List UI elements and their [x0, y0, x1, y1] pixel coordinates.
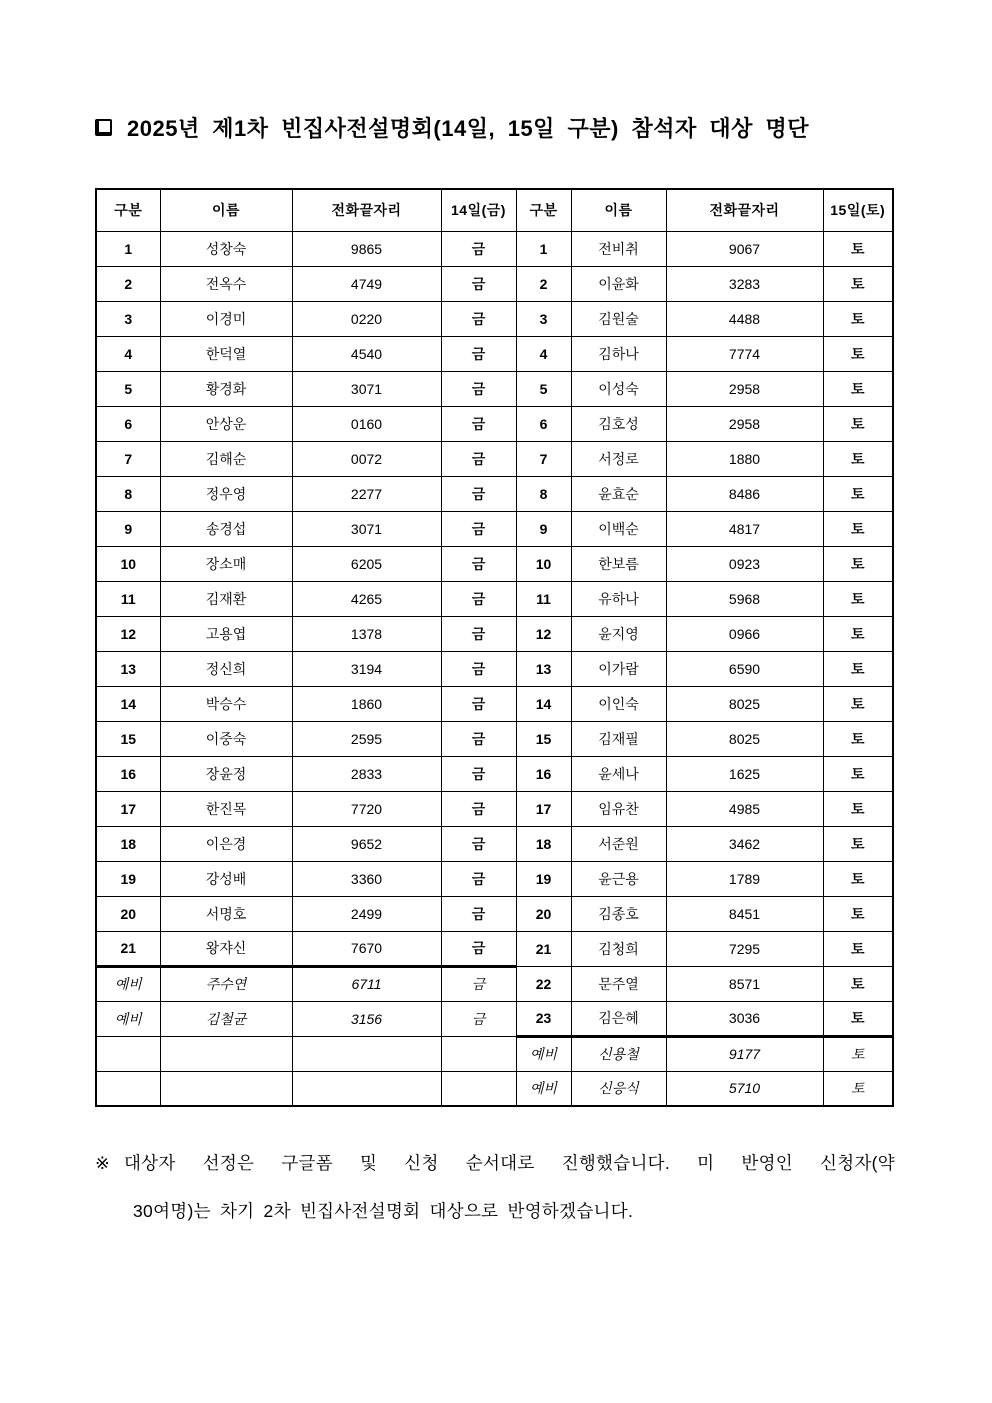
cell-no-right: 예비: [516, 1036, 571, 1071]
cell-day-left: 금: [441, 826, 516, 861]
cell-name-left: [160, 1071, 292, 1106]
cell-no-right: 예비: [516, 1071, 571, 1106]
footnote-line-1: [95, 1139, 895, 1187]
cell-phone-right: 1880: [666, 441, 823, 476]
cell-day-right: 토: [823, 896, 893, 931]
cell-no-right: 15: [516, 721, 571, 756]
cell-name-right: 서정로: [571, 441, 666, 476]
cell-name-left: 고용엽: [160, 616, 292, 651]
cell-phone-right: 0966: [666, 616, 823, 651]
cell-phone-left: 0220: [292, 301, 441, 336]
header-cell-name-right: 이름: [571, 189, 666, 231]
table-row: [96, 1036, 893, 1071]
footnote-line-2: 30여명)는 차기 2차 빈집사전설명회 대상으로 반영하겠습니다.: [133, 1201, 634, 1221]
cell-day-left: 금: [441, 966, 516, 1001]
cell-no-left: 5: [96, 371, 160, 406]
table-row: [96, 791, 893, 826]
cell-no-right: 18: [516, 826, 571, 861]
cell-name-right: 서준원: [571, 826, 666, 861]
cell-day-right: 토: [823, 406, 893, 441]
cell-name-right: 이성숙: [571, 371, 666, 406]
cell-name-right: 유하나: [571, 581, 666, 616]
cell-phone-right: 8025: [666, 686, 823, 721]
cell-phone-right: 1789: [666, 861, 823, 896]
cell-name-right: 전비취: [571, 231, 666, 266]
cell-no-right: 23: [516, 1001, 571, 1036]
cell-day-left: 금: [441, 231, 516, 266]
cell-phone-left: 3360: [292, 861, 441, 896]
table-row: [96, 581, 893, 616]
cell-day-left: 금: [441, 721, 516, 756]
cell-name-left: 전옥수: [160, 266, 292, 301]
cell-phone-left: 3071: [292, 511, 441, 546]
cell-name-left: 강성배: [160, 861, 292, 896]
cell-phone-left: 2499: [292, 896, 441, 931]
cell-no-left: 예비: [96, 966, 160, 1001]
cell-day-right: 토: [823, 826, 893, 861]
header-cell-no-right: 구분: [516, 189, 571, 231]
cell-no-right: 22: [516, 966, 571, 1001]
cell-phone-left: 2277: [292, 476, 441, 511]
cell-name-left: 장소매: [160, 546, 292, 581]
cell-phone-left: 0160: [292, 406, 441, 441]
cell-phone-right: 8571: [666, 966, 823, 1001]
cell-name-left: 이경미: [160, 301, 292, 336]
cell-phone-right: 3462: [666, 826, 823, 861]
cell-name-left: 이은경: [160, 826, 292, 861]
cell-day-left: 금: [441, 651, 516, 686]
cell-phone-right: 6590: [666, 651, 823, 686]
table-row: [96, 301, 893, 336]
table-row: [96, 336, 893, 371]
cell-day-left: 금: [441, 476, 516, 511]
cell-no-left: 14: [96, 686, 160, 721]
cell-name-right: 김하나: [571, 336, 666, 371]
cell-no-right: 6: [516, 406, 571, 441]
cell-no-right: 20: [516, 896, 571, 931]
cell-name-left: 성창숙: [160, 231, 292, 266]
attendee-table-body: [96, 231, 893, 1106]
cell-no-right: 5: [516, 371, 571, 406]
cell-phone-left: 4749: [292, 266, 441, 301]
cell-name-left: 박승수: [160, 686, 292, 721]
cell-phone-left: [292, 1036, 441, 1071]
cell-day-left: 금: [441, 546, 516, 581]
cell-phone-left: 0072: [292, 441, 441, 476]
reference-mark-icon: ※: [95, 1153, 110, 1173]
cell-phone-left: [292, 1071, 441, 1106]
cell-no-left: 1: [96, 231, 160, 266]
cell-name-left: 김재환: [160, 581, 292, 616]
cell-no-right: 19: [516, 861, 571, 896]
cell-phone-right: 5710: [666, 1071, 823, 1106]
cell-day-left: [441, 1036, 516, 1071]
table-row: [96, 511, 893, 546]
cell-day-left: 금: [441, 791, 516, 826]
cell-name-left: 송경섭: [160, 511, 292, 546]
cell-name-right: 윤세나: [571, 756, 666, 791]
cell-day-left: 금: [441, 581, 516, 616]
cell-phone-left: 1860: [292, 686, 441, 721]
cell-name-right: 임유찬: [571, 791, 666, 826]
table-row: [96, 896, 893, 931]
cell-phone-right: 4985: [666, 791, 823, 826]
cell-day-right: 토: [823, 581, 893, 616]
cell-no-right: 10: [516, 546, 571, 581]
square-bullet-icon: [95, 119, 112, 136]
cell-phone-left: 3194: [292, 651, 441, 686]
cell-phone-right: 5968: [666, 581, 823, 616]
cell-day-right: 토: [823, 1036, 893, 1071]
cell-phone-right: 3283: [666, 266, 823, 301]
cell-day-right: 토: [823, 616, 893, 651]
cell-name-right: 신응식: [571, 1071, 666, 1106]
cell-name-right: 김재필: [571, 721, 666, 756]
cell-phone-left: 3156: [292, 1001, 441, 1036]
cell-name-left: 왕쟈신: [160, 931, 292, 966]
cell-no-left: 12: [96, 616, 160, 651]
cell-no-right: 17: [516, 791, 571, 826]
cell-name-left: 김해순: [160, 441, 292, 476]
cell-phone-right: 8451: [666, 896, 823, 931]
cell-no-right: 13: [516, 651, 571, 686]
cell-no-left: 6: [96, 406, 160, 441]
cell-phone-left: 6711: [292, 966, 441, 1001]
cell-name-right: 신용철: [571, 1036, 666, 1071]
cell-name-right: 이백순: [571, 511, 666, 546]
cell-phone-right: 8025: [666, 721, 823, 756]
cell-phone-left: 4540: [292, 336, 441, 371]
cell-day-right: 토: [823, 651, 893, 686]
cell-no-left: 10: [96, 546, 160, 581]
cell-name-right: 김원술: [571, 301, 666, 336]
cell-no-right: 2: [516, 266, 571, 301]
footnote: [95, 1139, 895, 1235]
cell-name-right: 한보름: [571, 546, 666, 581]
cell-phone-left: 7720: [292, 791, 441, 826]
cell-day-right: 토: [823, 266, 893, 301]
cell-day-left: 금: [441, 511, 516, 546]
cell-no-left: 16: [96, 756, 160, 791]
cell-no-right: 3: [516, 301, 571, 336]
cell-name-right: 이가람: [571, 651, 666, 686]
attendee-table: [95, 188, 894, 1107]
cell-name-left: 김철균: [160, 1001, 292, 1036]
cell-name-right: 윤효순: [571, 476, 666, 511]
header-cell-phone-left: 전화끝자리: [292, 189, 441, 231]
cell-name-left: 장윤정: [160, 756, 292, 791]
table-row: [96, 441, 893, 476]
cell-name-left: 한진목: [160, 791, 292, 826]
cell-phone-left: 3071: [292, 371, 441, 406]
cell-phone-left: 2595: [292, 721, 441, 756]
cell-no-left: 2: [96, 266, 160, 301]
cell-phone-right: 9177: [666, 1036, 823, 1071]
cell-name-right: 윤지영: [571, 616, 666, 651]
cell-no-right: 12: [516, 616, 571, 651]
cell-no-left: 4: [96, 336, 160, 371]
cell-day-right: 토: [823, 721, 893, 756]
cell-name-right: 문주열: [571, 966, 666, 1001]
cell-phone-right: 1625: [666, 756, 823, 791]
table-row: [96, 406, 893, 441]
cell-no-left: 3: [96, 301, 160, 336]
cell-no-left: 19: [96, 861, 160, 896]
header-cell-day-friday: 14일(금): [441, 189, 516, 231]
cell-name-left: [160, 1036, 292, 1071]
cell-name-right: 이윤화: [571, 266, 666, 301]
table-row: [96, 686, 893, 721]
cell-no-left: 8: [96, 476, 160, 511]
table-row: [96, 721, 893, 756]
cell-no-left: 9: [96, 511, 160, 546]
cell-name-right: 이인숙: [571, 686, 666, 721]
cell-name-right: 김청희: [571, 931, 666, 966]
cell-day-right: 토: [823, 336, 893, 371]
cell-day-right: 토: [823, 861, 893, 896]
cell-day-left: 금: [441, 756, 516, 791]
cell-day-left: 금: [441, 616, 516, 651]
cell-no-right: 11: [516, 581, 571, 616]
cell-day-left: 금: [441, 931, 516, 966]
cell-day-left: 금: [441, 266, 516, 301]
header-cell-day-saturday: 15일(토): [823, 189, 893, 231]
table-row: [96, 931, 893, 966]
cell-name-left: 주수연: [160, 966, 292, 1001]
cell-no-left: 18: [96, 826, 160, 861]
cell-no-right: 8: [516, 476, 571, 511]
cell-phone-right: 8486: [666, 476, 823, 511]
cell-day-right: 토: [823, 441, 893, 476]
cell-name-left: 서명호: [160, 896, 292, 931]
cell-name-left: 이중숙: [160, 721, 292, 756]
cell-day-right: 토: [823, 1001, 893, 1036]
cell-no-left: 7: [96, 441, 160, 476]
table-row: [96, 371, 893, 406]
table-row: [96, 476, 893, 511]
cell-day-left: 금: [441, 441, 516, 476]
cell-no-left: [96, 1071, 160, 1106]
header-cell-no-left: 구분: [96, 189, 160, 231]
cell-day-left: [441, 1071, 516, 1106]
table-row: [96, 826, 893, 861]
cell-day-right: 토: [823, 966, 893, 1001]
cell-day-right: 토: [823, 371, 893, 406]
table-row: [96, 266, 893, 301]
table-row: [96, 1001, 893, 1036]
table-row: [96, 861, 893, 896]
header-cell-name-left: 이름: [160, 189, 292, 231]
cell-day-left: 금: [441, 336, 516, 371]
cell-phone-left: 7670: [292, 931, 441, 966]
cell-day-right: 토: [823, 756, 893, 791]
cell-phone-left: 1378: [292, 616, 441, 651]
cell-day-left: 금: [441, 1001, 516, 1036]
cell-no-left: 13: [96, 651, 160, 686]
cell-no-left: 11: [96, 581, 160, 616]
cell-no-right: 4: [516, 336, 571, 371]
cell-phone-right: 2958: [666, 371, 823, 406]
cell-phone-right: 0923: [666, 546, 823, 581]
cell-no-left: 17: [96, 791, 160, 826]
cell-day-right: 토: [823, 476, 893, 511]
cell-day-right: 토: [823, 686, 893, 721]
page-title: [95, 112, 895, 143]
cell-no-left: [96, 1036, 160, 1071]
cell-no-left: 예비: [96, 1001, 160, 1036]
table-row: [96, 231, 893, 266]
cell-no-left: 20: [96, 896, 160, 931]
cell-day-left: 금: [441, 301, 516, 336]
cell-no-right: 7: [516, 441, 571, 476]
cell-no-right: 16: [516, 756, 571, 791]
footnote-line-1-text: 대상자 선정은 구글폼 및 신청 순서대로 진행했습니다. 미 반영인 신청자(약: [123, 1153, 895, 1173]
cell-phone-left: 4265: [292, 581, 441, 616]
cell-day-left: 금: [441, 371, 516, 406]
cell-day-left: 금: [441, 896, 516, 931]
table-row: [96, 966, 893, 1001]
cell-day-left: 금: [441, 686, 516, 721]
cell-name-left: 황경화: [160, 371, 292, 406]
cell-name-left: 안상운: [160, 406, 292, 441]
cell-name-right: 김종호: [571, 896, 666, 931]
cell-phone-right: 2958: [666, 406, 823, 441]
cell-no-right: 21: [516, 931, 571, 966]
cell-phone-right: 4488: [666, 301, 823, 336]
cell-name-right: 윤근용: [571, 861, 666, 896]
cell-phone-left: 6205: [292, 546, 441, 581]
cell-day-left: 금: [441, 861, 516, 896]
cell-day-right: 토: [823, 301, 893, 336]
cell-day-right: 토: [823, 931, 893, 966]
table-header-row: [96, 189, 893, 231]
cell-phone-left: 9865: [292, 231, 441, 266]
cell-day-right: 토: [823, 1071, 893, 1106]
cell-name-left: 한덕열: [160, 336, 292, 371]
cell-phone-left: 2833: [292, 756, 441, 791]
cell-no-right: 14: [516, 686, 571, 721]
cell-phone-right: 7295: [666, 931, 823, 966]
cell-day-right: 토: [823, 546, 893, 581]
cell-day-right: 토: [823, 791, 893, 826]
cell-name-left: 정신희: [160, 651, 292, 686]
table-row: [96, 756, 893, 791]
cell-name-left: 정우영: [160, 476, 292, 511]
cell-day-right: 토: [823, 231, 893, 266]
cell-phone-right: 7774: [666, 336, 823, 371]
cell-phone-right: 3036: [666, 1001, 823, 1036]
cell-name-right: 김호성: [571, 406, 666, 441]
cell-phone-right: 9067: [666, 231, 823, 266]
page-title-text: 2025년 제1차 빈집사전설명회(14일, 15일 구분) 참석자 대상 명단: [127, 116, 809, 141]
table-row: [96, 546, 893, 581]
table-row: [96, 1071, 893, 1106]
table-row: [96, 651, 893, 686]
table-row: [96, 616, 893, 651]
cell-day-right: 토: [823, 511, 893, 546]
header-cell-phone-right: 전화끝자리: [666, 189, 823, 231]
cell-no-left: 21: [96, 931, 160, 966]
cell-phone-right: 4817: [666, 511, 823, 546]
cell-name-right: 김은혜: [571, 1001, 666, 1036]
cell-no-right: 9: [516, 511, 571, 546]
cell-phone-left: 9652: [292, 826, 441, 861]
cell-day-left: 금: [441, 406, 516, 441]
cell-no-right: 1: [516, 231, 571, 266]
cell-no-left: 15: [96, 721, 160, 756]
